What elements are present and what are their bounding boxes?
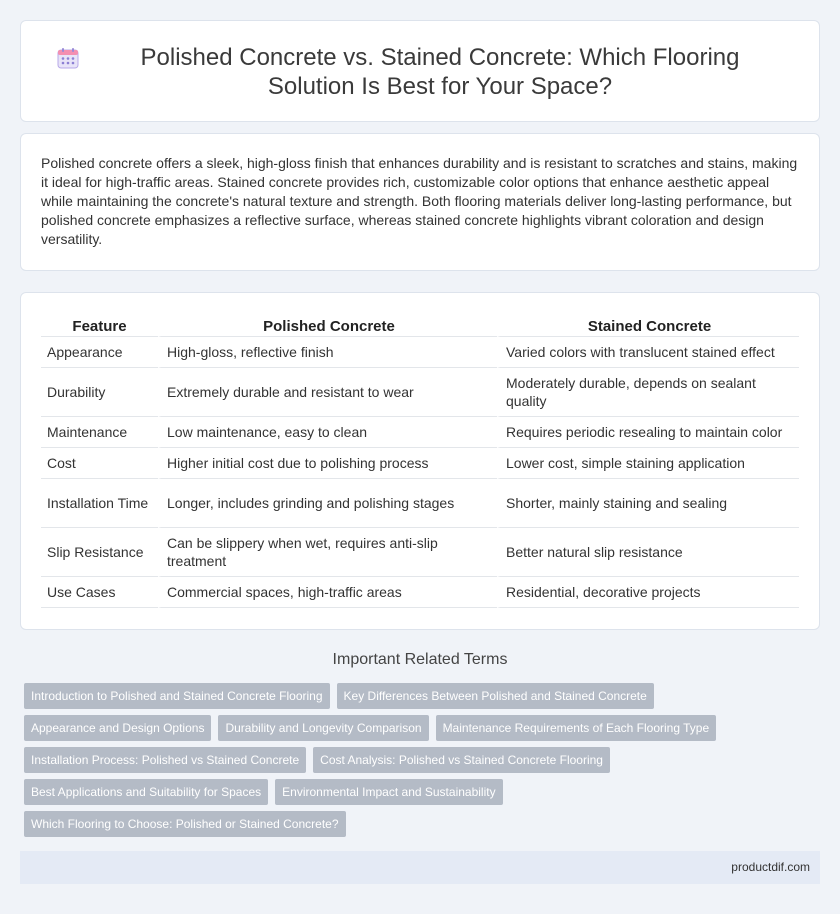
feature-cell: Appearance — [41, 337, 158, 368]
polished-cell: Commercial spaces, high-traffic areas — [158, 577, 497, 608]
polished-cell: Low maintenance, easy to clean — [158, 417, 497, 448]
feature-cell: Use Cases — [41, 577, 158, 608]
title-card — [20, 20, 820, 122]
stained-cell: Lower cost, simple staining application — [497, 448, 799, 479]
table-row — [41, 479, 799, 528]
stained-cell: Better natural slip resistance — [497, 528, 799, 577]
polished-cell: Can be slippery when wet, requires anti-slip treatment — [158, 528, 497, 577]
related-term-tag[interactable]: Durability and Longevity Comparison — [218, 715, 428, 741]
table-header-row — [41, 315, 799, 337]
related-term-tag[interactable]: Appearance and Design Options — [24, 715, 211, 741]
feature-cell: Maintenance — [41, 417, 158, 448]
related-term-tag[interactable]: Environmental Impact and Sustainability — [275, 779, 502, 805]
footer-site-link[interactable]: productdif.com — [731, 860, 810, 874]
related-term-tag[interactable]: Installation Process: Polished vs Stained Concrete — [24, 747, 306, 773]
tag-row — [24, 779, 824, 805]
related-terms-title: Important Related Terms — [332, 651, 508, 668]
stained-cell: Shorter, mainly staining and sealing — [497, 479, 799, 528]
table-row — [41, 528, 799, 577]
footer — [20, 851, 820, 884]
table-row — [41, 577, 799, 608]
related-terms-list — [24, 683, 824, 843]
tag-row — [24, 811, 824, 837]
feature-cell: Installation Time — [41, 479, 158, 528]
feature-cell: Cost — [41, 448, 158, 479]
header-feature: Feature — [41, 315, 158, 337]
polished-cell: Longer, includes grinding and polishing stages — [158, 479, 497, 528]
table-row — [41, 448, 799, 479]
polished-cell: High-gloss, reflective finish — [158, 337, 497, 368]
table-row — [41, 337, 799, 368]
polished-cell: Higher initial cost due to polishing process — [158, 448, 497, 479]
feature-cell: Durability — [41, 368, 158, 417]
tag-row — [24, 747, 824, 773]
page-title: Polished Concrete vs. Stained Concrete: Which Flooring Solution Is Best for Your Space? — [140, 44, 740, 100]
stained-cell: Requires periodic resealing to maintain color — [497, 417, 799, 448]
stained-cell: Moderately durable, depends on sealant quality — [497, 368, 799, 417]
related-term-tag[interactable]: Key Differences Between Polished and Stained Concrete — [337, 683, 654, 709]
related-term-tag[interactable]: Best Applications and Suitability for Spaces — [24, 779, 268, 805]
table-row — [41, 368, 799, 417]
tag-row — [24, 715, 824, 741]
header-polished: Polished Concrete — [158, 315, 497, 337]
related-term-tag[interactable]: Introduction to Polished and Stained Concrete Flooring — [24, 683, 330, 709]
stained-cell: Varied colors with translucent stained effect — [497, 337, 799, 368]
header-stained: Stained Concrete — [497, 315, 799, 337]
related-term-tag[interactable]: Which Flooring to Choose: Polished or Stained Concrete? — [24, 811, 346, 837]
intro-card — [20, 133, 820, 271]
table-row — [41, 417, 799, 448]
feature-cell: Slip Resistance — [41, 528, 158, 577]
tag-row — [24, 683, 824, 709]
related-term-tag[interactable]: Maintenance Requirements of Each Flooring Type — [436, 715, 717, 741]
comparison-card — [20, 292, 820, 630]
polished-cell: Extremely durable and resistant to wear — [158, 368, 497, 417]
related-term-tag[interactable]: Cost Analysis: Polished vs Stained Concrete Flooring — [313, 747, 610, 773]
stained-cell: Residential, decorative projects — [497, 577, 799, 608]
comparison-table — [41, 315, 799, 608]
intro-paragraph: Polished concrete offers a sleek, high-gloss finish that enhances durability and is resistant to scratches and stains, making it ideal for high-traffic areas. Stained concrete provides rich, customizable color options that enhance aesthetic appeal while maintaining the concrete's natural texture and strength. Both flooring materials deliver long-lasting performance, but polished concrete emphasizes a reflective surface, whereas stained concrete highlights vibrant coloration and design versatility. — [41, 155, 798, 247]
